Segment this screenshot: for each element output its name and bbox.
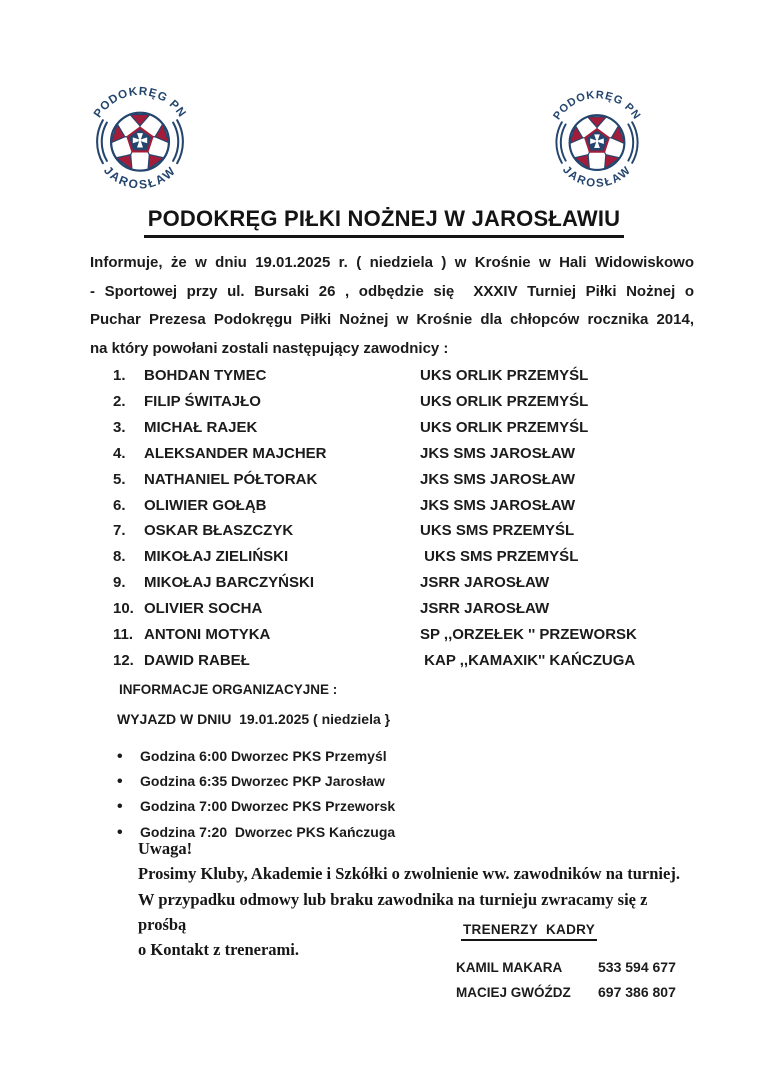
player-row: [113, 518, 693, 544]
player-number: 3.: [113, 418, 126, 436]
trainer-contacts: [456, 955, 676, 1006]
player-row: [113, 467, 693, 493]
player-name: MIKOŁAJ ZIELIŃSKI: [144, 548, 289, 566]
player-row: [113, 648, 693, 674]
player-name: OLIVIER SOCHA: [144, 600, 263, 618]
player-row: [113, 493, 693, 519]
page-title: PODOKRĘG PIŁKI NOŻNEJ W JAROSŁAWIU: [144, 206, 625, 238]
football-crest-icon: [544, 86, 650, 196]
player-name: FILIP ŚWITAJŁO: [144, 392, 261, 410]
football-crest-icon: [84, 82, 196, 198]
logo-arc-top-text: PODOKRĘG PN: [551, 89, 643, 123]
intro-line: Puchar Prezesa Podokręgu Piłki Nożnej w Krośnie dla chłopców rocznika 2014,: [90, 311, 694, 329]
player-name: OSKAR BŁASZCZYK: [144, 522, 294, 540]
trainer-name: MACIEJ GWÓŹDZ: [456, 985, 571, 1001]
logo-arc-top-text: PODOKRĘG PN: [91, 84, 189, 121]
trainer-name: KAMIL MAKARA: [456, 960, 563, 975]
departure-stops-list: [117, 744, 395, 845]
intro-paragraph: [90, 249, 694, 363]
player-row: [113, 622, 693, 648]
player-club: SP ,,ORZEŁEK '' PRZEWORSK: [420, 626, 637, 644]
player-club: UKS SMS PRZEMYŚL: [420, 522, 575, 540]
player-name: NATHANIEL PÓŁTORAK: [144, 470, 318, 488]
podokreg-jaroslaw-logo-right: [544, 86, 650, 196]
player-club: JKS SMS JAROSŁAW: [420, 444, 576, 462]
podokreg-jaroslaw-logo-left: [84, 82, 196, 198]
trainer-phone: 533 594 677: [598, 959, 676, 975]
org-info-heading: INFORMACJE ORGANIZACYJNE :: [119, 682, 338, 697]
player-row: [113, 570, 693, 596]
intro-line: - Sportowej przy ul. Bursaki 26 , odbędzie się XXXIV Turniej Piłki Nożnej o: [90, 282, 694, 300]
player-number: 1.: [113, 367, 126, 384]
departure-line: WYJAZD W DNIU 19.01.2025 ( niedziela }: [117, 711, 391, 727]
player-row: [113, 544, 693, 570]
notice-line: o Kontakt z trenerami.: [138, 940, 299, 960]
notice-block: [138, 836, 698, 962]
stop-item: • Godzina 7:20 Dworzec PKS Kańczuga: [117, 820, 395, 845]
player-number: 9.: [113, 574, 126, 592]
player-club: UKS ORLIK PRZEMYŚL: [420, 367, 589, 384]
player-club: UKS ORLIK PRZEMYŚL: [420, 392, 589, 410]
title-wrap: [0, 206, 768, 238]
stop-item: • Godzina 6:00 Dworzec PKS Przemyśl: [117, 744, 395, 769]
player-number: 4.: [113, 444, 126, 462]
logo-arc-bottom-text: JAROSŁAW: [560, 163, 634, 191]
player-club: UKS SMS PRZEMYŚL: [420, 548, 579, 566]
notice-line: W przypadku odmowy lub braku zawodnika na turnieju zwracamy się z prośbą: [138, 889, 652, 934]
player-row: [113, 363, 693, 389]
player-number: 7.: [113, 522, 126, 540]
player-row: [113, 389, 693, 415]
player-name: MIKOŁAJ BARCZYŃSKI: [144, 574, 315, 592]
player-row: [113, 415, 693, 441]
player-number: 12.: [113, 651, 134, 669]
player-number: 10.: [113, 600, 134, 618]
trainer-phone: 697 386 807: [598, 984, 676, 1001]
player-number: 2.: [113, 392, 126, 410]
player-club: JSRR JAROSŁAW: [420, 574, 550, 592]
player-name: ALEKSANDER MAJCHER: [144, 444, 327, 462]
player-name: MICHAŁ RAJEK: [144, 418, 258, 436]
player-name: DAWID RABEŁ: [144, 651, 250, 669]
player-name: OLIWIER GOŁĄB: [144, 496, 267, 514]
trainers-heading: TRENERZY KADRY: [461, 922, 597, 941]
trainer-contact-row: [456, 955, 676, 980]
player-row: [113, 596, 693, 622]
intro-line: Informuje, że w dniu 19.01.2025 r. ( niedziela ) w Krośnie w Hali Widowiskowo: [90, 254, 694, 271]
player-club: JKS SMS JAROSŁAW: [420, 470, 576, 488]
player-club: JSRR JAROSŁAW: [420, 600, 550, 618]
stop-item: • Godzina 6:35 Dworzec PKP Jarosław: [117, 769, 395, 794]
player-row: [113, 441, 693, 467]
player-club: JKS SMS JAROSŁAW: [420, 496, 576, 514]
stop-item: • Godzina 7:00 Dworzec PKS Przeworsk: [117, 794, 395, 819]
player-number: 11.: [113, 626, 134, 644]
intro-line: na który powołani zostali następujący zawodnicy :: [90, 339, 449, 357]
player-club: KAP ,,KAMAXIK'' KAŃCZUGA: [420, 651, 636, 669]
notice-line: Prosimy Kluby, Akademie i Szkółki o zwolnienie ww. zawodników na turniej.: [138, 864, 680, 884]
player-number: 8.: [113, 548, 126, 566]
notice-heading: Uwaga!: [138, 839, 193, 858]
players-list: [113, 363, 693, 674]
player-name: BOHDAN TYMEC: [144, 367, 267, 384]
player-name: ANTONI MOTYKA: [144, 626, 271, 644]
trainer-contact-row: [456, 980, 676, 1005]
player-number: 6.: [113, 496, 126, 514]
logo-arc-bottom-text: JAROSŁAW: [101, 163, 179, 192]
player-number: 5.: [113, 470, 126, 488]
player-club: UKS ORLIK PRZEMYŚL: [420, 418, 589, 436]
